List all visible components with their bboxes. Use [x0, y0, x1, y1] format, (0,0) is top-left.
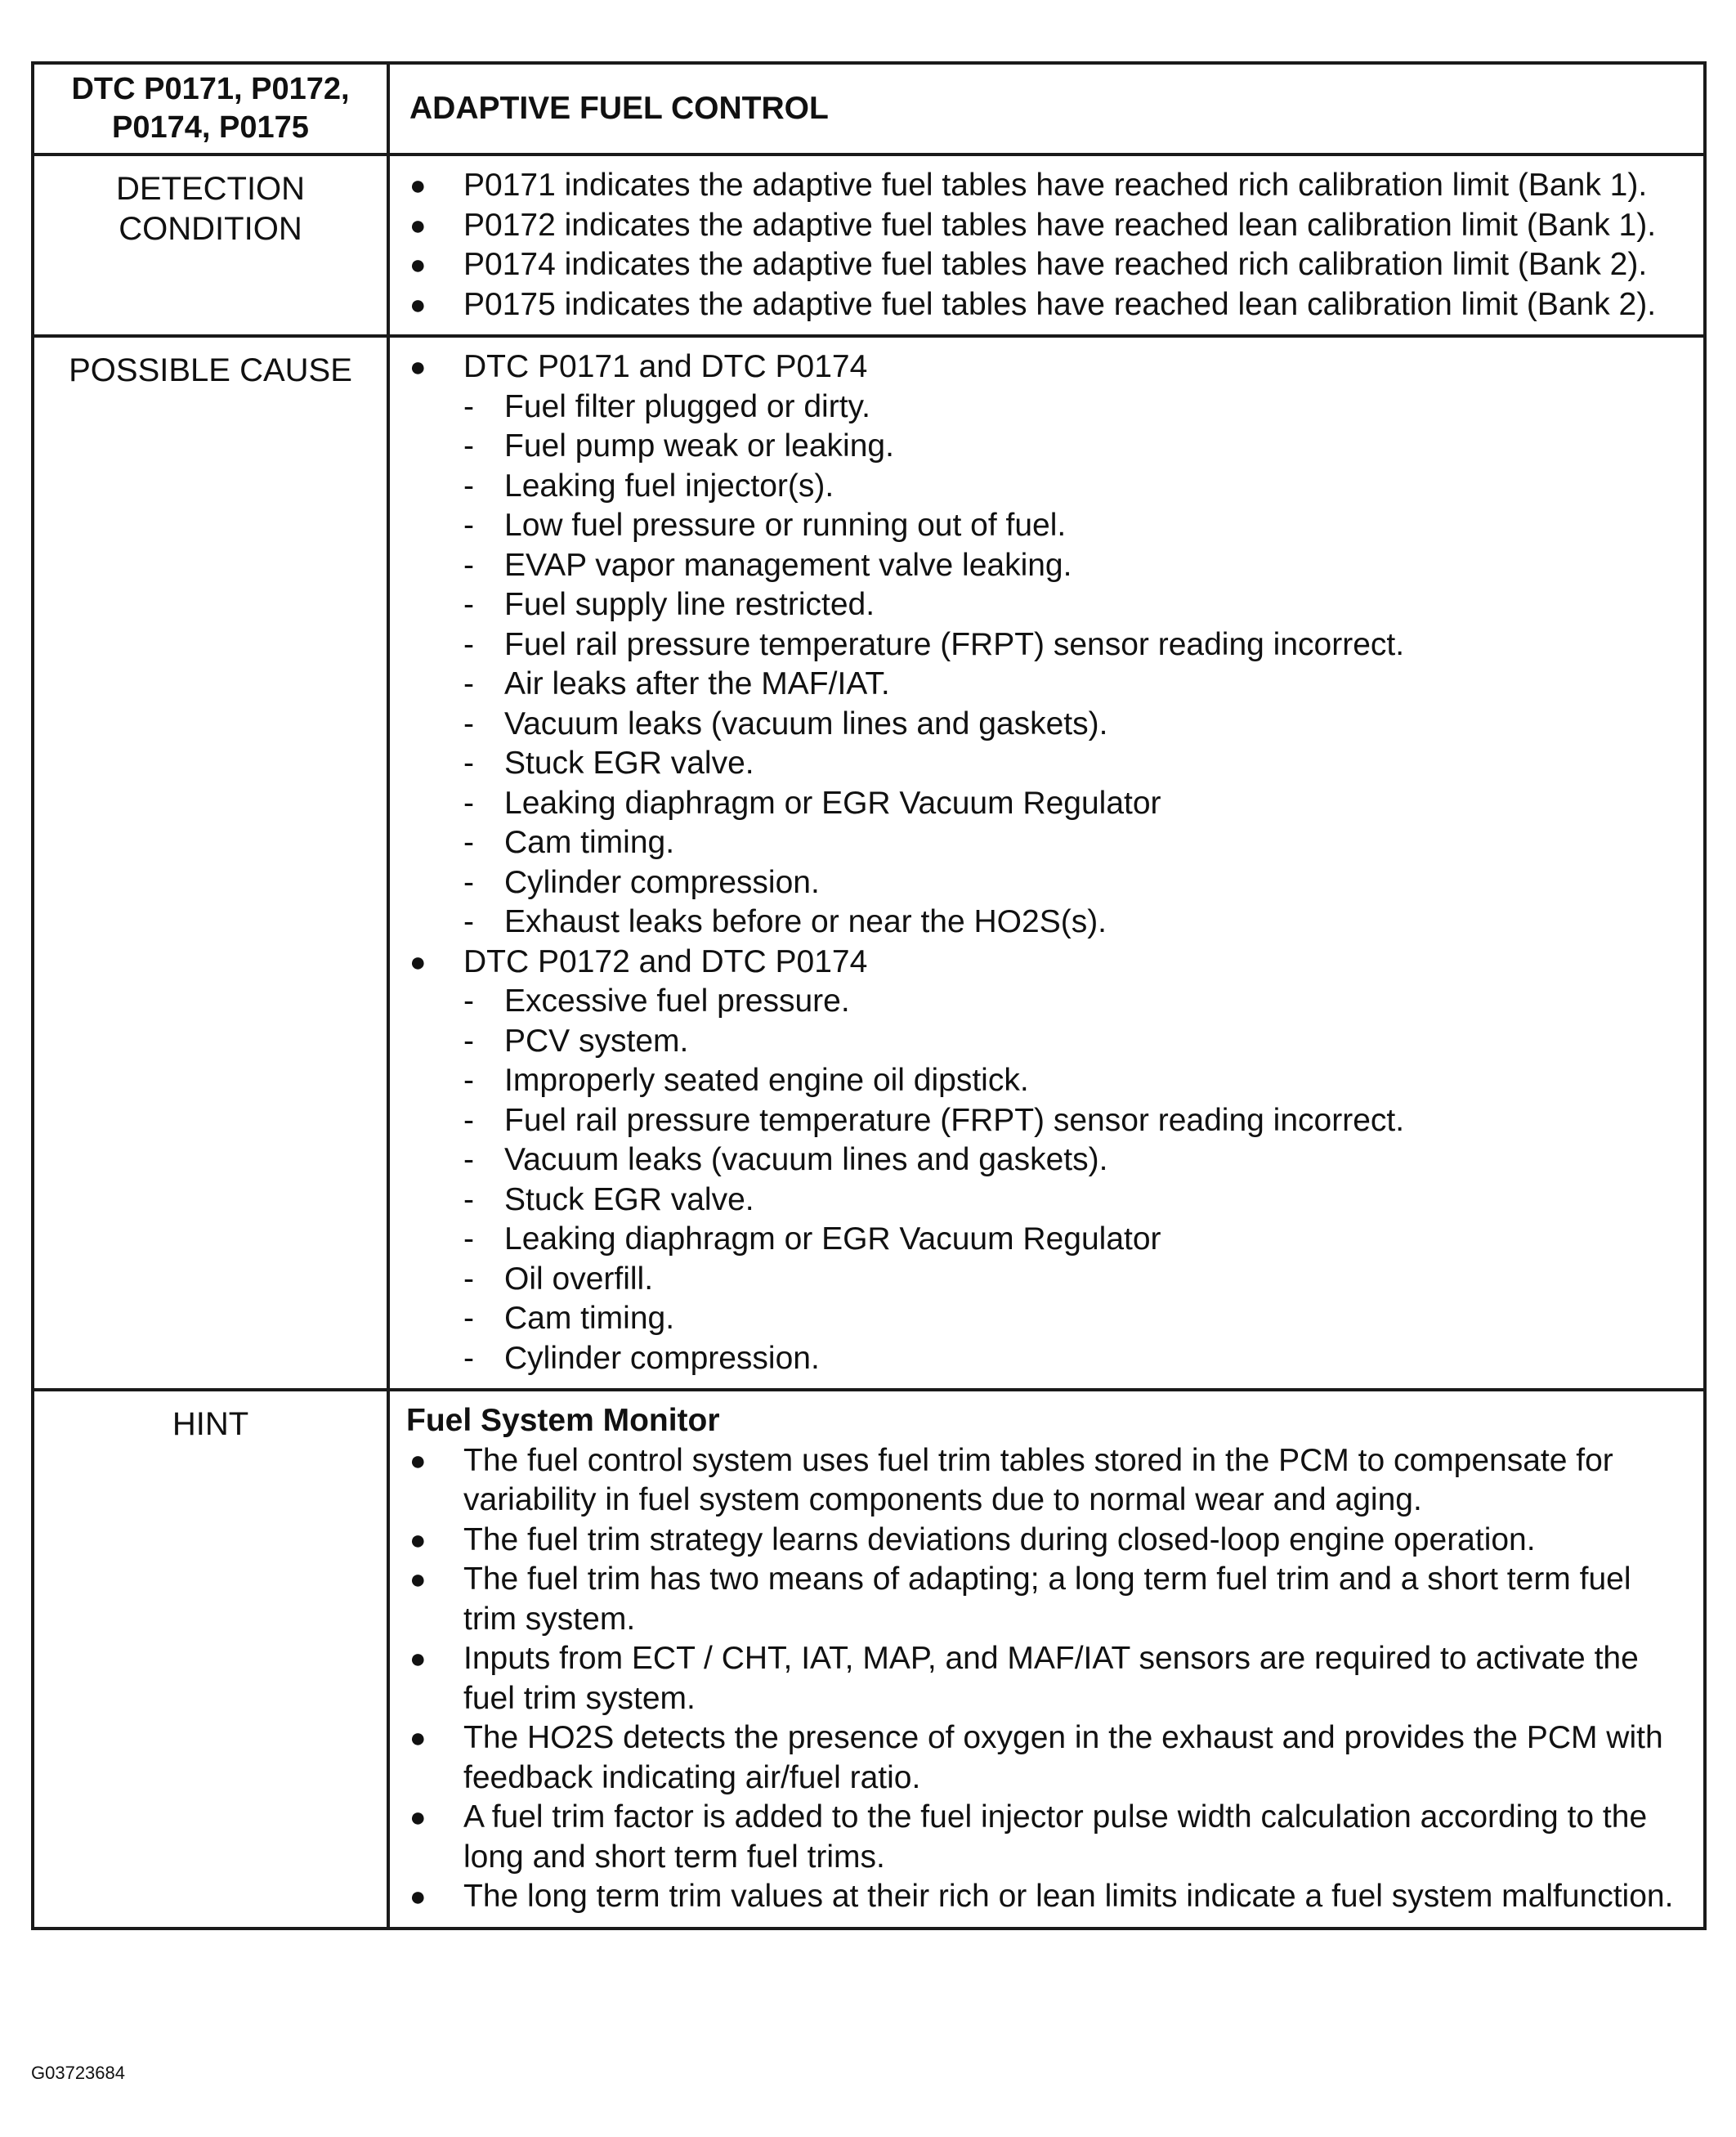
detection-list — [390, 166, 1687, 325]
detection-label: DETECTION CONDITION — [115, 171, 306, 247]
dash-icon: - — [463, 388, 474, 424]
dash-icon: - — [463, 626, 474, 662]
dash-icon: - — [463, 587, 474, 622]
bullet-icon: ● — [409, 289, 427, 320]
hint-item-text: Inputs from ECT / CHT, IAT, MAP, and MAF/IAT sensors are required to activate the fuel trim system. — [463, 1641, 1639, 1716]
hint-list — [390, 1441, 1687, 1917]
dash-icon: - — [463, 825, 474, 860]
bullet-icon: ● — [409, 1564, 427, 1595]
cause-item — [463, 1022, 1687, 1062]
cause-item-text: Leaking diaphragm or EGR Vacuum Regulator — [504, 785, 1161, 821]
cause-item-text: Cam timing. — [504, 1301, 675, 1336]
cause-item-text: EVAP vapor management valve leaking. — [504, 547, 1072, 583]
cause-group — [390, 347, 1687, 943]
cause-item-text: Vacuum leaks (vacuum lines and gaskets). — [504, 706, 1108, 741]
cause-sublist — [463, 982, 1687, 1378]
detection-item — [390, 166, 1687, 206]
hint-item-text: The fuel trim has two means of adapting; a long term fuel trim and a short term fuel trim system. — [463, 1561, 1631, 1637]
bullet-icon: ● — [409, 1524, 427, 1556]
hint-item — [390, 1441, 1687, 1521]
hint-item-text: The fuel control system uses fuel trim tables stored in the PCM to compensate for variability in fuel system components due to normal wear and aging. — [463, 1442, 1613, 1517]
dash-icon: - — [463, 1063, 474, 1098]
cause-group-text: DTC P0171 and DTC P0174 — [463, 349, 868, 384]
cause-list — [390, 347, 1687, 1378]
bullet-icon: ● — [409, 1723, 427, 1754]
bullet-icon: ● — [409, 946, 427, 978]
cause-item — [463, 1260, 1687, 1300]
cause-item — [463, 903, 1687, 943]
detection-item-text: P0171 indicates the adaptive fuel tables have reached rich calibration limit (Bank 1). — [463, 168, 1648, 203]
bullet-icon: ● — [409, 1881, 427, 1912]
cause-item-text: Low fuel pressure or running out of fuel. — [504, 508, 1067, 543]
dash-icon: - — [463, 1221, 474, 1257]
cause-sublist — [463, 388, 1687, 943]
bullet-icon: ● — [409, 209, 427, 241]
hint-item-text: The fuel trim strategy learns deviations during closed-loop engine operation. — [463, 1521, 1536, 1557]
cause-group — [390, 943, 1687, 1379]
cause-item-text: Stuck EGR valve. — [504, 1181, 754, 1217]
hint-title: Fuel System Monitor — [406, 1403, 720, 1438]
dash-icon: - — [463, 1301, 474, 1336]
cause-item-text: Vacuum leaks (vacuum lines and gaskets). — [504, 1142, 1108, 1177]
cause-item — [463, 427, 1687, 467]
hint-label-cell — [33, 1390, 388, 1929]
dash-icon: - — [463, 468, 474, 504]
bullet-icon: ● — [409, 1802, 427, 1833]
bullet-icon: ● — [409, 170, 427, 201]
hint-item-text: A fuel trim factor is added to the fuel injector pulse width calculation according to the long and short term fuel trims. — [463, 1799, 1648, 1875]
bullet-icon: ● — [409, 1445, 427, 1476]
hint-item — [390, 1560, 1687, 1639]
title-cell — [388, 63, 1705, 155]
cause-item — [463, 546, 1687, 586]
dash-icon: - — [463, 1023, 474, 1059]
detection-label-cell — [33, 155, 388, 336]
cause-item — [463, 665, 1687, 705]
detection-item — [390, 285, 1687, 325]
hint-row — [33, 1390, 1705, 1929]
hint-item-text: The HO2S detects the presence of oxygen in the exhaust and provides the PCM with feedback indicating air/fuel ratio. — [463, 1720, 1663, 1795]
cause-item-text: PCV system. — [504, 1023, 689, 1059]
cause-item — [463, 1220, 1687, 1260]
cause-item-text: Fuel pump weak or leaking. — [504, 428, 894, 464]
possible-cause-content — [388, 336, 1705, 1390]
bullet-icon: ● — [409, 352, 427, 383]
hint-item — [390, 1877, 1687, 1917]
dash-icon: - — [463, 508, 474, 543]
dash-icon: - — [463, 1340, 474, 1376]
dash-icon: - — [463, 428, 474, 464]
dash-icon: - — [463, 904, 474, 939]
cause-item — [463, 506, 1687, 546]
cause-item-text: Oil overfill. — [504, 1261, 654, 1297]
cause-item-text: Fuel rail pressure temperature (FRPT) sensor reading incorrect. — [504, 626, 1405, 662]
dtc-codes: DTC P0171, P0172, P0174, P0175 — [71, 72, 350, 145]
detection-item-text: P0172 indicates the adaptive fuel tables have reached lean calibration limit (Bank 1). — [463, 207, 1657, 243]
dash-icon: - — [463, 1181, 474, 1217]
cause-item-text: Improperly seated engine oil dipstick. — [504, 1063, 1029, 1098]
cause-item-text: Cylinder compression. — [504, 1340, 820, 1376]
cause-item — [463, 388, 1687, 428]
cause-item — [463, 625, 1687, 665]
cause-item — [463, 467, 1687, 507]
hint-item — [390, 1798, 1687, 1877]
cause-item-text: Excessive fuel pressure. — [504, 983, 850, 1019]
cause-item-text: Cam timing. — [504, 825, 675, 860]
detection-item — [390, 245, 1687, 285]
dtc-codes-cell — [33, 63, 388, 155]
cause-item-text: Stuck EGR valve. — [504, 746, 754, 781]
hint-label: HINT — [172, 1406, 249, 1442]
cause-item — [463, 705, 1687, 745]
dash-icon: - — [463, 666, 474, 701]
cause-item-text: Air leaks after the MAF/IAT. — [504, 666, 890, 701]
bullet-icon: ● — [409, 249, 427, 280]
detection-item-text: P0174 indicates the adaptive fuel tables have reached rich calibration limit (Bank 2). — [463, 247, 1648, 282]
dtc-table — [31, 61, 1707, 1930]
cause-item-text: Exhaust leaks before or near the HO2S(s). — [504, 904, 1107, 939]
detection-item — [390, 206, 1687, 246]
cause-item-text: Fuel filter plugged or dirty. — [504, 388, 870, 424]
cause-group-text: DTC P0172 and DTC P0174 — [463, 943, 868, 979]
cause-item — [463, 823, 1687, 863]
possible-cause-label-cell — [33, 336, 388, 1390]
hint-item — [390, 1718, 1687, 1798]
cause-item — [463, 585, 1687, 625]
cause-item — [463, 1299, 1687, 1339]
hint-item — [390, 1521, 1687, 1561]
dash-icon: - — [463, 1142, 474, 1177]
cause-item — [463, 1061, 1687, 1101]
dash-icon: - — [463, 1102, 474, 1138]
cause-item-text: Fuel rail pressure temperature (FRPT) sensor reading incorrect. — [504, 1102, 1405, 1138]
possible-cause-row — [33, 336, 1705, 1390]
hint-content — [388, 1390, 1705, 1929]
cause-item-text: Fuel supply line restricted. — [504, 587, 875, 622]
cause-item — [463, 1140, 1687, 1181]
dash-icon: - — [463, 746, 474, 781]
dash-icon: - — [463, 1261, 474, 1297]
dash-icon: - — [463, 864, 474, 900]
cause-item-text: Leaking fuel injector(s). — [504, 468, 834, 504]
cause-item-text: Cylinder compression. — [504, 864, 820, 900]
dash-icon: - — [463, 706, 474, 741]
dash-icon: - — [463, 785, 474, 821]
cause-item-text: Leaking diaphragm or EGR Vacuum Regulator — [504, 1221, 1161, 1257]
bullet-icon: ● — [409, 1643, 427, 1674]
possible-cause-label: POSSIBLE CAUSE — [69, 352, 352, 388]
cause-item — [463, 744, 1687, 784]
cause-item — [463, 863, 1687, 903]
header-row — [33, 63, 1705, 155]
detection-content — [388, 155, 1705, 336]
cause-item — [463, 784, 1687, 824]
cause-item — [463, 1339, 1687, 1379]
figure-id: G03723684 — [31, 2063, 125, 2083]
dash-icon: - — [463, 983, 474, 1019]
cause-item — [463, 1181, 1687, 1221]
detection-item-text: P0175 indicates the adaptive fuel tables have reached lean calibration limit (Bank 2). — [463, 286, 1657, 322]
cause-item — [463, 982, 1687, 1022]
detection-row — [33, 155, 1705, 336]
dash-icon: - — [463, 547, 474, 583]
page-title: ADAPTIVE FUEL CONTROL — [409, 91, 829, 126]
hint-item-text: The long term trim values at their rich or lean limits indicate a fuel system malfunction. — [463, 1879, 1674, 1914]
cause-item — [463, 1101, 1687, 1141]
hint-item — [390, 1639, 1687, 1718]
